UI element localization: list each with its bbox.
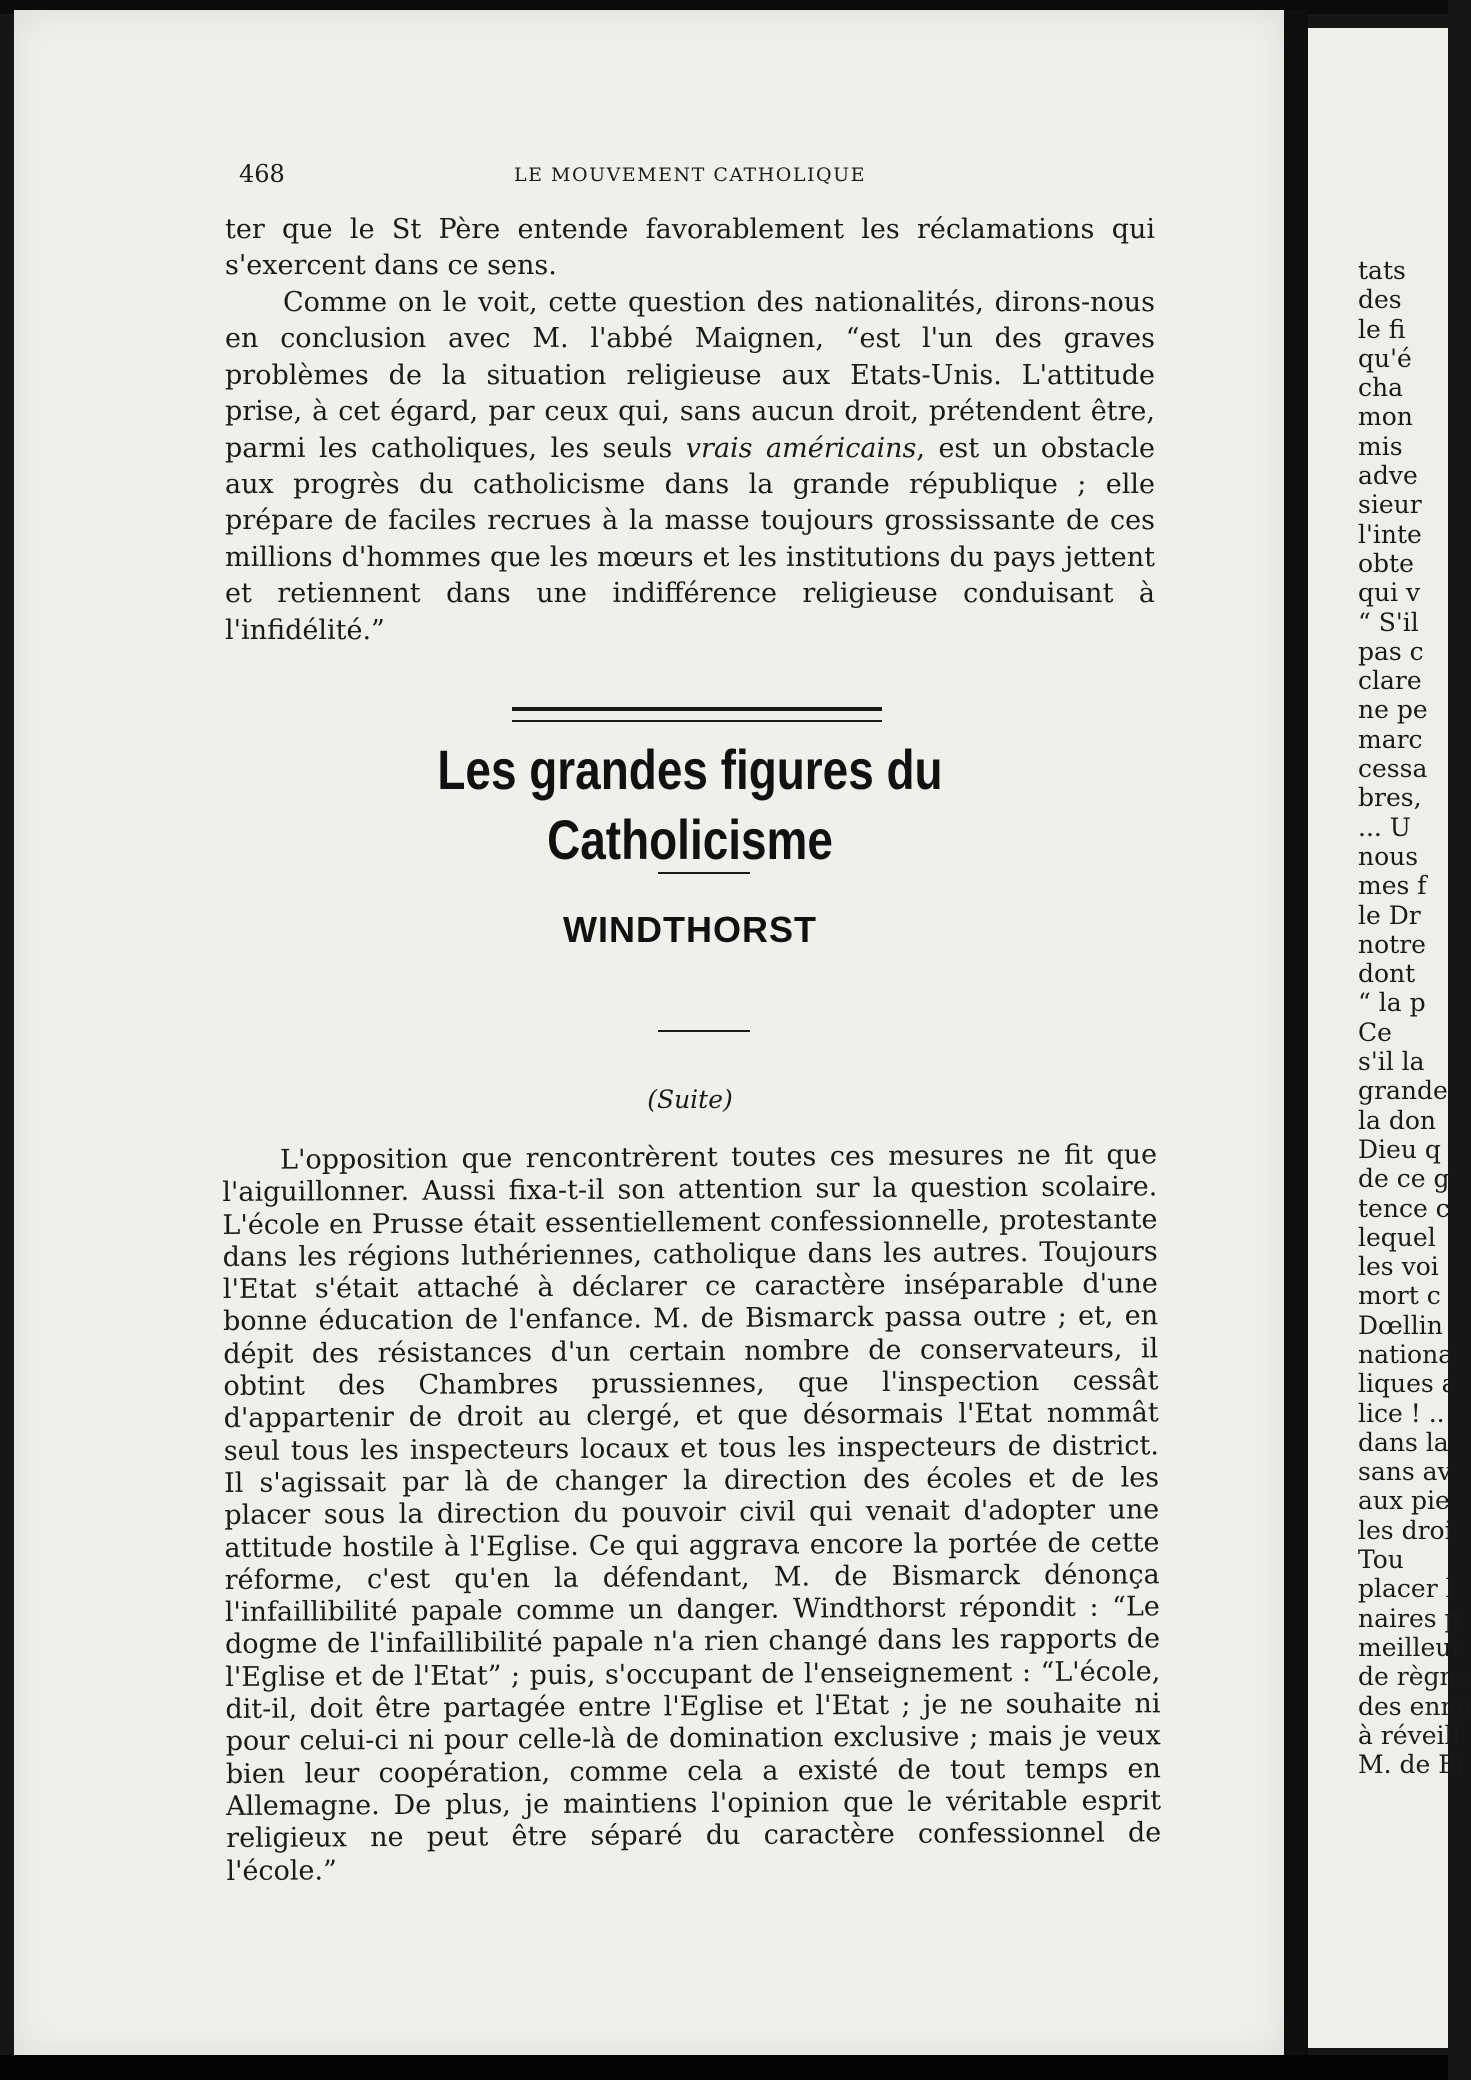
conclusion-emphasis: vrais américains [685, 432, 917, 464]
facing-page-line: la don [1358, 1105, 1437, 1135]
facing-page-line: à réveill [1358, 1720, 1461, 1750]
facing-page-line: le Dr [1358, 900, 1421, 930]
facing-page-line: des [1358, 285, 1402, 315]
facing-page-line: s'il la [1358, 1047, 1425, 1077]
facing-page-line: bres, [1358, 783, 1422, 813]
section-divider-thick [512, 707, 882, 711]
facing-page-line: dans la [1358, 1427, 1449, 1457]
facing-page-line: meilleur [1358, 1632, 1464, 1662]
page-number: 468 [239, 160, 285, 188]
facing-page-line: nous [1358, 841, 1419, 871]
section-title: Les grandes figures du Catholicisme [437, 738, 943, 871]
facing-page-line: mis [1358, 431, 1403, 461]
facing-page-line: Ce [1358, 1017, 1392, 1047]
book-gutter [1284, 10, 1308, 2080]
facing-page-line: le fi [1358, 314, 1406, 344]
facing-page-line: sans av [1358, 1457, 1452, 1487]
conclusion-paragraph [225, 285, 1155, 649]
facing-page [1308, 28, 1471, 2048]
facing-page-line: “ la p [1358, 988, 1426, 1018]
facing-page-line: adve [1358, 461, 1418, 491]
facing-page-line: Dœllin [1358, 1310, 1443, 1340]
short-rule-bottom [658, 1030, 750, 1032]
facing-page-line: aux pie [1358, 1486, 1450, 1516]
facing-page-text [1358, 256, 1471, 1780]
article-body: L'opposition que rencontrèrent toutes ces mesures ne fit que l'aiguillonner. Aussi fixa-t-il son attention sur la question scolaire. L'école en Prusse était essentiellement confessionnelle, protestante dans les régions luthériennes, catholique dans les autres. Toujours l'Etat s'était attaché à déclarer ce caractère inséparable d'une bonne éducation de l'enfance. M. de Bismarck passa outre ; et, en dépit des résistances d'un certain nombre de conservateurs, il obtint des Chambres prussiennes, que l'inspection cessât d'appartenir de droit au clergé, et que désormais l'Etat nommât seul tous les inspecteurs locaux et tous les inspecteurs de district. Il s'agissait par là de changer la direction des écoles et de les placer sous la direction du pouvoir civil qui venait d'adopter une attitude hostile à l'Eglise. Ce qui aggrava encore la portée de cette réforme, c'est qu'en la défendant, M. de Bismarck dénonça l'infaillibilité papale comme un danger. Windthorst répondit : “Le dogme de l'infaillibilité papale n'a rien changé dans les rapports de l'Eglise et de l'Etat” ; puis, s'occupant de l'enseignement : “L'école, dit-il, doit être partagée entre l'Eglise et l'Etat ; je ne souhaite ni pour celui-ci ni pour celle-là de domination exclusive ; mais je veux bien leur coopération, comme cela a existé de tout temps en Allemagne. De plus, je maintiens l'opinion que le véritable esprit religieux ne peut être séparé du caractère confessionnel de l'école.” [222, 1139, 1162, 1887]
facing-page-line: grande [1358, 1076, 1448, 1106]
running-head [225, 160, 1155, 190]
facing-page-line: sieur [1358, 490, 1422, 520]
facing-page-line: placer l [1358, 1574, 1454, 1604]
facing-page-line: obte [1358, 548, 1414, 578]
facing-page-line: M. de Bi [1358, 1750, 1465, 1780]
facing-page-line: Dieu q [1358, 1134, 1441, 1164]
facing-page-line: cessa [1358, 754, 1428, 784]
conclusion-text-start: Comme on le voit, cette question des nationalités, dirons-nous en conclusion avec M. l'abbé Maignen, “est l'un des graves problèmes de la situation religieuse aux Etats-Unis. L'attitude prise, à cet égard, par ceux qui, sans aucun droit, prétendent être, parmi les catholiques, les seuls [225, 287, 1155, 464]
scan-bottom-edge [0, 2055, 1448, 2080]
facing-page-line: mon [1358, 402, 1413, 432]
facing-page-line: de ce g [1358, 1164, 1450, 1194]
facing-page-line: mort c [1358, 1281, 1441, 1311]
facing-page-line: cha [1358, 373, 1404, 403]
facing-page-line: ... U [1358, 812, 1411, 842]
facing-page-line: clare [1358, 666, 1422, 696]
facing-page-line: tence c [1358, 1193, 1450, 1223]
facing-page-line: mes f [1358, 871, 1427, 901]
facing-page-line: de règne [1358, 1662, 1471, 1692]
facing-page-line: ne pe [1358, 695, 1428, 725]
facing-page-line: l'inte [1358, 519, 1422, 549]
continuation-paragraph: ter que le St Père entende favorablement les réclamations qui s'exercent dans ce sens. [225, 214, 1155, 282]
facing-page-line: Tou [1358, 1545, 1404, 1575]
short-rule-top [658, 872, 750, 874]
conclusion-text-end: , est un obstacle aux progrès du catholicisme dans la grande république ; elle prépare de faciles recrues à la masse toujours grossissante de ces millions d'hommes que les mœurs et les institutions du pays jettent et retiennent dans une indifférence religieuse conduisant à l'infidélité.” [225, 432, 1155, 646]
facing-page-line: nationa [1358, 1339, 1454, 1369]
facing-page-line: pas c [1358, 636, 1424, 666]
section-divider-thin [512, 720, 882, 722]
facing-page-line: les voi [1358, 1252, 1439, 1282]
facing-page-line: lice ! .. [1358, 1398, 1445, 1428]
facing-page-line: les droi [1358, 1515, 1453, 1545]
continued-label: (Suite) [647, 1085, 733, 1114]
facing-page-line: “ S'il [1358, 607, 1419, 637]
facing-page-line: notre [1358, 929, 1426, 959]
facing-page-line: dont [1358, 959, 1416, 989]
facing-page-line: naires p [1358, 1603, 1461, 1633]
running-title: LE MOUVEMENT CATHOLIQUE [514, 164, 866, 186]
facing-page-line: qu'é [1358, 343, 1412, 373]
facing-page-line: tats [1358, 256, 1406, 285]
facing-page-line: marc [1358, 724, 1423, 754]
facing-page-line: liques a [1358, 1369, 1457, 1399]
facing-page-line: des enne [1358, 1691, 1471, 1721]
subject-title: WINDTHORST [563, 909, 817, 950]
facing-page-line: qui v [1358, 578, 1421, 608]
facing-page-line: lequel [1358, 1222, 1436, 1252]
